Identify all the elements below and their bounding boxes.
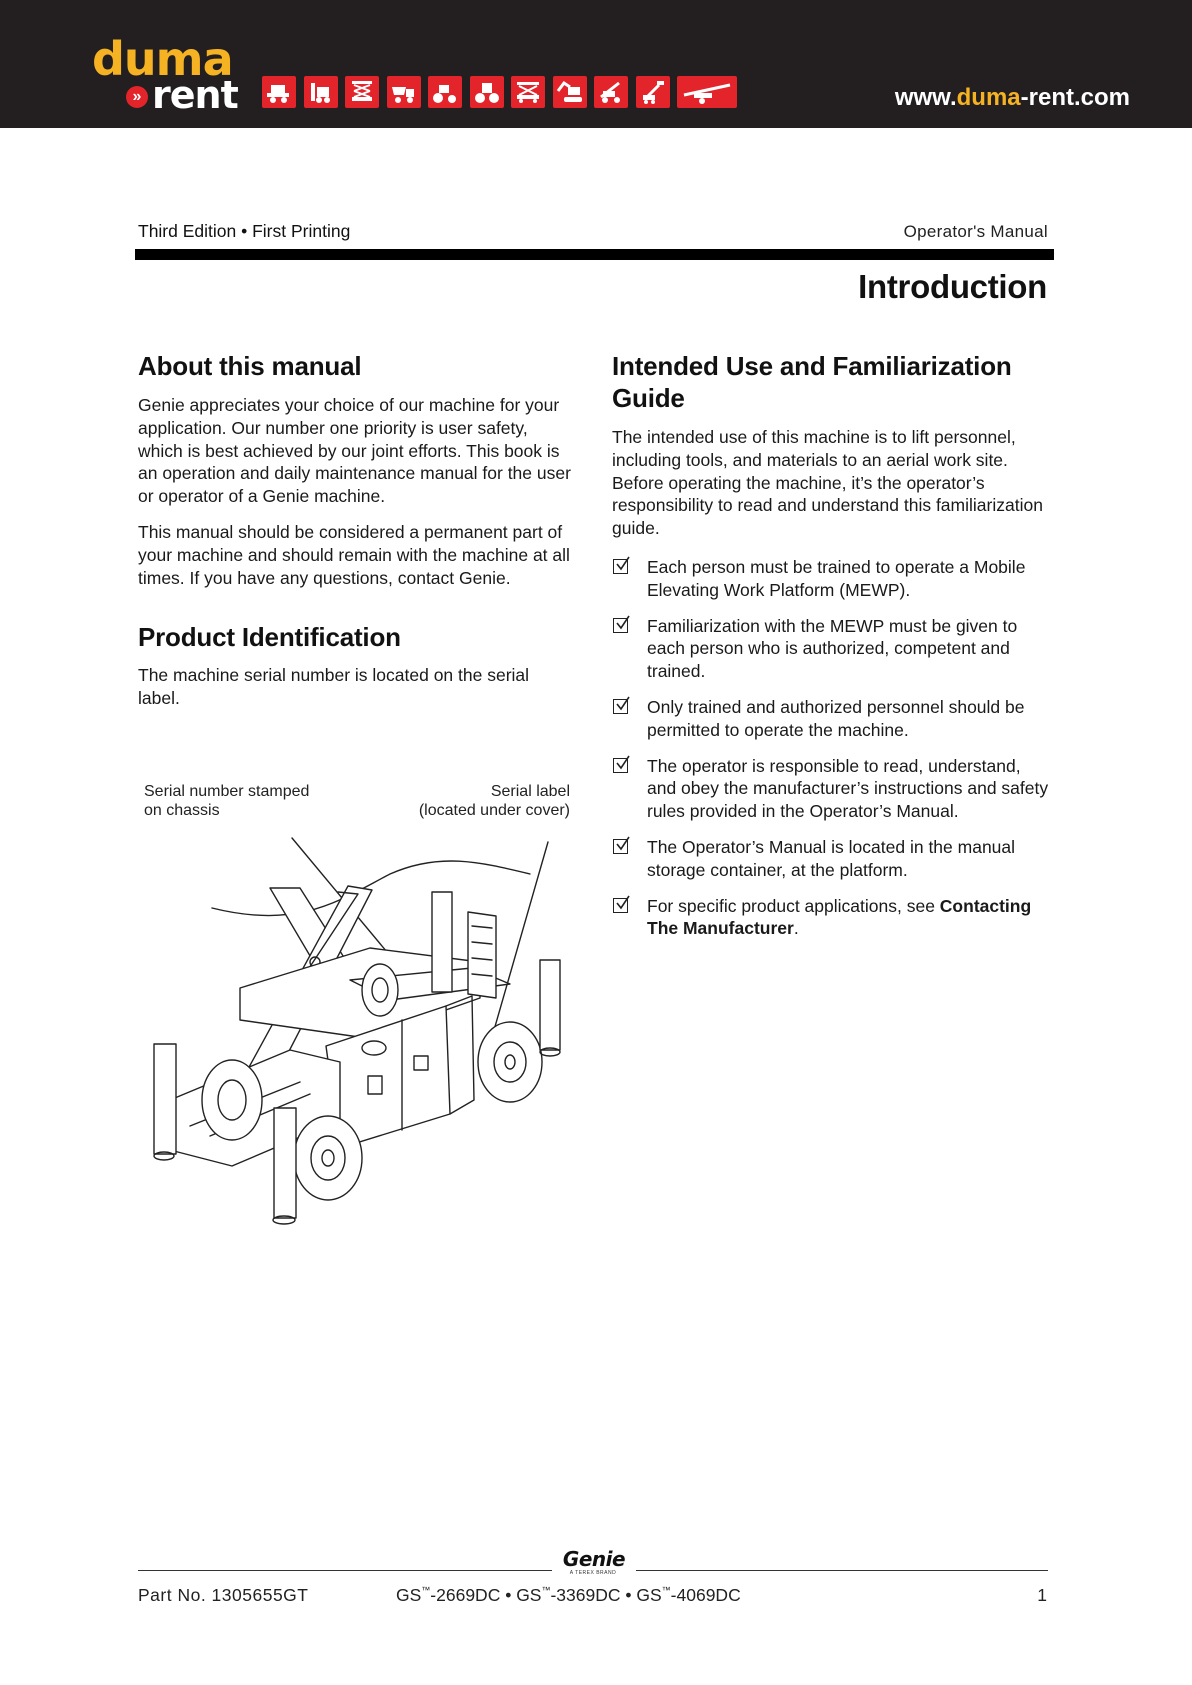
list-item bbox=[612, 755, 1052, 823]
trademark-symbol: ™ bbox=[661, 1585, 671, 1595]
trademark-symbol: ™ bbox=[541, 1585, 551, 1595]
boom-lift-icon bbox=[636, 76, 670, 108]
machine-icon-strip bbox=[262, 76, 745, 110]
product-identification-paragraph: The machine serial number is located on the serial label. bbox=[138, 665, 530, 709]
checklist-text-lead: For specific product applications, see bbox=[647, 895, 940, 916]
footer-rule-right bbox=[636, 1570, 1048, 1571]
platform-cutaway bbox=[212, 861, 530, 916]
tractor-icon bbox=[428, 76, 462, 108]
checklist-text: The operator is responsible to read, understand, and obey the manufacturer’s instructions and safety rules provided in the Operator’s Manual. bbox=[647, 755, 1049, 822]
serial-label-line-1: Serial label bbox=[490, 783, 570, 800]
serial-label-line-2: (located under cover) bbox=[418, 802, 570, 819]
about-heading: About this manual bbox=[138, 351, 362, 381]
model-list bbox=[396, 1585, 741, 1606]
trailer-lift-icon bbox=[677, 76, 737, 108]
genie-logo: Genie bbox=[562, 1547, 626, 1571]
manual-storage-container bbox=[468, 912, 496, 998]
serial-stamp-label bbox=[144, 782, 364, 820]
model-number: -4069DC bbox=[670, 1585, 741, 1605]
checkbox-checked-icon bbox=[613, 699, 628, 714]
url-prefix: www. bbox=[894, 84, 957, 111]
checklist-text: The Operator’s Manual is located in the manual storage container, at the platform. bbox=[647, 836, 1016, 880]
model-number: -2669DC • bbox=[430, 1585, 517, 1605]
about-paragraph-1: Genie appreciates your choice of our machine for your application. Our number one priority is user safety, which is best achieved by our joint efforts. This book is an operation and daily maintenance manual for the user or operator of a Genie machine. bbox=[138, 395, 571, 507]
contacting-manufacturer-reference: Contacting The Manufacturer bbox=[647, 895, 1032, 939]
logo-arrow-mark: » bbox=[126, 86, 148, 108]
checklist-text: Familiarization with the MEWP must be given to each person who is authorized, competent and trained. bbox=[647, 615, 1018, 682]
scissor-platform-icon bbox=[511, 76, 545, 108]
page-number: 1 bbox=[1037, 1585, 1047, 1605]
duma-rent-logo[interactable] bbox=[92, 32, 242, 117]
checklist-text: Only trained and authorized personnel should be permitted to operate the machine. bbox=[647, 696, 1025, 740]
forklift-icon bbox=[304, 76, 338, 108]
url-accent: duma bbox=[956, 84, 1021, 111]
model-prefix: GS bbox=[396, 1585, 422, 1605]
checklist-text-tail: . bbox=[793, 918, 799, 939]
model-prefix: GS bbox=[516, 1585, 542, 1605]
serial-label-location bbox=[370, 782, 570, 820]
intended-use-paragraph: The intended use of this machine is to lift personnel, including tools, and materials to an aerial work site. Before operating the machine, it’s the operator’s responsibility to read and understand this familiarization guide. bbox=[612, 427, 1043, 539]
telehandler-icon bbox=[594, 76, 628, 108]
edition-line: Third Edition • First Printing bbox=[138, 221, 351, 241]
intended-use-heading-line-1: Intended Use and Familiarization bbox=[612, 351, 1012, 381]
manual-name: Operator's Manual bbox=[903, 222, 1048, 241]
serial-stamp-label-line-2: on chassis bbox=[144, 802, 220, 819]
mini-dumper-icon bbox=[387, 76, 421, 108]
skid-steer-icon bbox=[262, 76, 296, 108]
checkbox-checked-icon bbox=[613, 758, 628, 773]
scissor-lift-illustration bbox=[150, 830, 580, 1230]
compactor-icon bbox=[470, 76, 504, 108]
url-suffix: -rent.com bbox=[1020, 84, 1130, 111]
page-title: Introduction bbox=[858, 268, 1047, 305]
part-number: Part No. 1305655GT bbox=[138, 1585, 309, 1605]
checkbox-checked-icon bbox=[613, 839, 628, 854]
website-url[interactable] bbox=[895, 84, 1130, 112]
logo-top-text: duma bbox=[92, 32, 233, 86]
excavator-icon bbox=[553, 76, 587, 108]
list-item bbox=[612, 615, 1052, 683]
list-item bbox=[612, 895, 1052, 941]
scissor-lift-icon bbox=[345, 76, 379, 108]
checklist-text bbox=[647, 896, 1031, 939]
genie-logo-tagline: A TEREX BRAND bbox=[569, 1570, 617, 1576]
list-item bbox=[612, 836, 1052, 882]
familiarization-checklist bbox=[612, 556, 1052, 940]
model-prefix: GS bbox=[636, 1585, 662, 1605]
product-identification-heading: Product Identification bbox=[138, 622, 401, 653]
model-number: -3369DC • bbox=[550, 1585, 637, 1605]
left-column bbox=[138, 350, 574, 710]
right-column bbox=[612, 350, 1052, 953]
checklist-text: Each person must be trained to operate a Mobile Elevating Work Platform (MEWP). bbox=[647, 556, 1026, 600]
about-paragraph-2: This manual should be considered a permanent part of your machine and should remain with the machine at all times. If you have any questions, contact Genie. bbox=[138, 521, 570, 588]
checkbox-checked-icon bbox=[613, 559, 628, 574]
header-rule bbox=[135, 249, 1054, 260]
list-item bbox=[612, 556, 1052, 602]
trademark-symbol: ™ bbox=[421, 1585, 431, 1595]
footer-rule-left bbox=[138, 1570, 552, 1571]
brand-banner bbox=[0, 0, 1192, 128]
serial-stamp-label-line-1: Serial number stamped bbox=[144, 783, 310, 800]
checkbox-checked-icon bbox=[613, 618, 628, 633]
intended-use-heading bbox=[612, 350, 1052, 414]
list-item bbox=[612, 696, 1052, 742]
intended-use-heading-line-2: Guide bbox=[612, 383, 685, 413]
checkbox-checked-icon bbox=[613, 898, 628, 913]
logo-bottom-text: rent bbox=[152, 73, 238, 117]
